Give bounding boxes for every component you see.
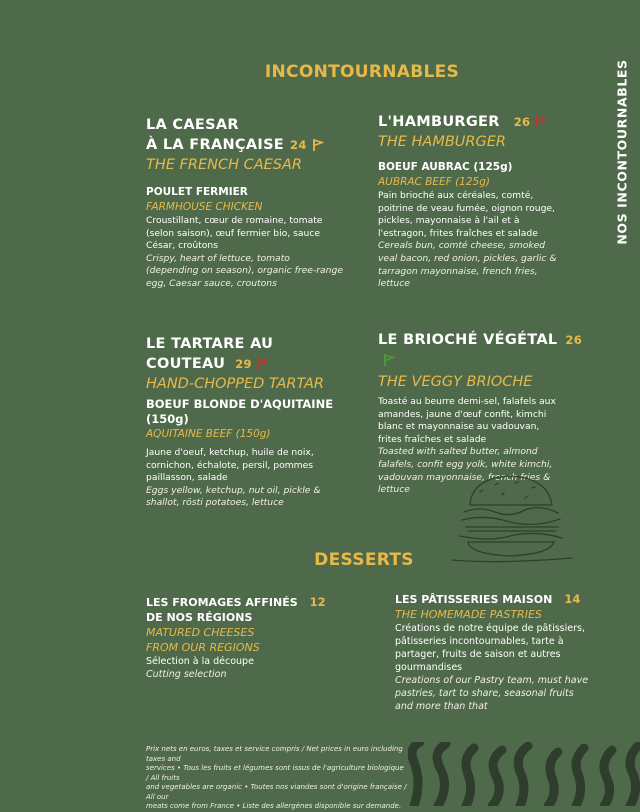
flag-icon: [535, 115, 547, 129]
desc-line: Créations de notre équipe de pâtissiers,: [395, 623, 585, 634]
dish-sub: POULET FERMIER: [146, 186, 248, 198]
desc-en-line: vadouvan mayonnaise, french fries &: [378, 471, 551, 483]
dessert-desc-en: Cutting selection: [146, 669, 227, 680]
flag-icon: [257, 357, 269, 371]
dish-desc-en: [146, 485, 366, 510]
dish-title: [146, 135, 358, 155]
dish-desc-en: [378, 240, 588, 290]
side-label: [610, 54, 634, 250]
dish-caesar: [146, 115, 358, 291]
dish-sub: BOEUF BLONDE D'AQUITAINE (150g): [146, 397, 334, 426]
footer-line: meats come from France • Liste des allergènes disponible sur demande.: [146, 802, 402, 810]
dish-desc: [146, 447, 366, 485]
dish-title-en: THE HAMBURGER: [378, 134, 506, 150]
dish-price: 26: [513, 115, 531, 129]
dish-title: [146, 115, 358, 135]
dish-title-line: À LA FRANÇAISE: [146, 137, 285, 153]
dessert-desc: Sélection à la découpe: [146, 656, 254, 667]
dish-title: [146, 354, 366, 374]
flag-icon: [312, 138, 324, 152]
desc-line: pickles, mayonnaise à l'ail et à: [378, 215, 520, 227]
dessert-title: [146, 595, 366, 610]
dessert-price: 12: [309, 595, 326, 609]
dish-title: [378, 330, 593, 370]
dessert-price: 14: [564, 592, 581, 606]
desc-line: partager, fruits de saison et autres: [395, 649, 561, 660]
decorative-wave-pattern: [408, 742, 640, 806]
desc-en-line: Creations of our Pastry team, must have: [395, 675, 589, 686]
desc-en-line: shallot, rösti potatoes, lettuce: [146, 497, 284, 509]
desc-en-line: Eggs yellow, ketchup, nut oil, pickle &: [146, 484, 321, 496]
dessert-title-line: LES FROMAGES AFFINÉS: [146, 596, 298, 609]
dish-title-line: COUTEAU: [146, 356, 226, 372]
flag-icon: [383, 353, 395, 367]
footer-notes: [146, 745, 408, 812]
desc-line: (selon saison), œuf fermier bio, sauce: [146, 227, 321, 239]
dish-title-en: THE FRENCH CAESAR: [146, 157, 302, 173]
desc-line: gourmandises: [395, 662, 463, 673]
footer-line: services • Tous les fruits et légumes sont issus de l'agriculture biologique / All fruits: [146, 764, 404, 782]
dish-desc: [146, 215, 358, 253]
dessert-title-en: MATURED CHEESES: [146, 626, 255, 639]
desc-line: frites fraîches et salade: [378, 433, 487, 445]
dish-price: 24: [290, 138, 307, 152]
dish-title-line: L'HAMBURGER: [378, 114, 500, 130]
desc-en-line: pastries, tart to share, seasonal fruits: [395, 688, 574, 699]
desc-en-line: tarragon mayonnaise, french fries,: [378, 265, 538, 277]
dish-title-line: LA CAESAR: [146, 117, 239, 133]
dish-desc: [378, 396, 593, 446]
desc-line: blanc et mayonnaise au vadouvan,: [378, 421, 540, 433]
dish-title: LE TARTARE AU: [146, 336, 274, 352]
desc-en-line: Crispy, heart of lettuce, tomato: [146, 252, 290, 264]
desc-en-line: and more than that: [395, 701, 488, 712]
dessert-title-en: FROM OUR REGIONS: [146, 641, 260, 654]
dish-sub: BOEUF AUBRAC (125g): [378, 161, 513, 173]
page-title: INCONTOURNABLES: [264, 62, 460, 82]
desc-line: cornichon, échalote, persil, pommes: [146, 459, 314, 471]
desc-en-line: lettuce: [378, 278, 410, 290]
desc-en-line: Toasted with salted butter, almond: [378, 446, 538, 458]
desc-en-line: (depending on season), organic free-range: [146, 265, 343, 277]
desc-line: l'estragon, frites fraîches et salade: [378, 227, 538, 239]
desc-line: paillasson, salade: [146, 472, 228, 484]
dessert-desc-en: [395, 674, 595, 713]
dish-sub-en: FARMHOUSE CHICKEN: [146, 201, 263, 213]
desc-line: poitrine de veau fumée, oignon rouge,: [378, 202, 555, 214]
dish-price: 26: [565, 333, 583, 347]
desc-en-line: Cereals bun, comté cheese, smoked: [378, 240, 546, 252]
dish-desc: [378, 190, 588, 240]
footer-line: Prix nets en euros, taxes et service compris / Net prices in euro including taxes and: [146, 745, 403, 763]
desc-en-line: veal bacon, red onion, pickles, garlic &: [378, 252, 557, 264]
desc-line: Pain brioché aux céréales, comté,: [378, 190, 534, 201]
dessert-patisseries: [395, 592, 595, 713]
dessert-title-line: LES PÂTISSERIES MAISON: [395, 593, 553, 606]
dessert-title: [395, 592, 595, 607]
dish-sub-en: AQUITAINE BEEF (150g): [146, 428, 271, 440]
dessert-title: DE NOS RÉGIONS: [146, 611, 253, 624]
dish-hamburger: [378, 112, 588, 291]
desc-en-line: falafels, confit egg yolk, white kimchi,: [378, 458, 553, 470]
desc-line: Jaune d'oeuf, ketchup, huile de noix,: [146, 447, 314, 458]
desc-en-line: egg, Caesar sauce, croutons: [146, 277, 277, 289]
dish-price: 29: [235, 357, 252, 371]
footer-line: and vegetables are organic • Toutes nos viandes sont d'origine française / All our: [146, 783, 407, 801]
dish-title-en: HAND-CHOPPED TARTAR: [146, 376, 324, 392]
dish-title: [378, 112, 588, 132]
dish-desc-en: [146, 253, 358, 291]
desc-line: César, croûtons: [146, 240, 219, 252]
desc-line: amandes, jaune d'œuf confit, kimchi: [378, 408, 547, 420]
dish-tartare: [146, 334, 366, 510]
dessert-desc: [395, 622, 595, 674]
dish-sub-en: AUBRAC BEEF (125g): [378, 176, 490, 188]
desc-line: pâtisseries incontournables, tarte à: [395, 636, 564, 647]
desc-en-line: lettuce: [378, 484, 410, 496]
side-label-text: NOS INCONTOURNABLES: [614, 59, 630, 245]
desserts-title: DESSERTS: [314, 550, 414, 570]
desc-line: Toasté au beurre demi-sel, falafels aux: [378, 396, 556, 407]
dish-title-en: THE VEGGY BRIOCHE: [378, 374, 533, 390]
dessert-fromages: [146, 595, 366, 681]
dessert-title-en: THE HOMEMADE PASTRIES: [395, 608, 542, 621]
desc-line: Croustillant, cœur de romaine, tomate: [146, 215, 323, 226]
dish-title-line: LE BRIOCHÉ VÉGÉTAL: [378, 332, 558, 348]
